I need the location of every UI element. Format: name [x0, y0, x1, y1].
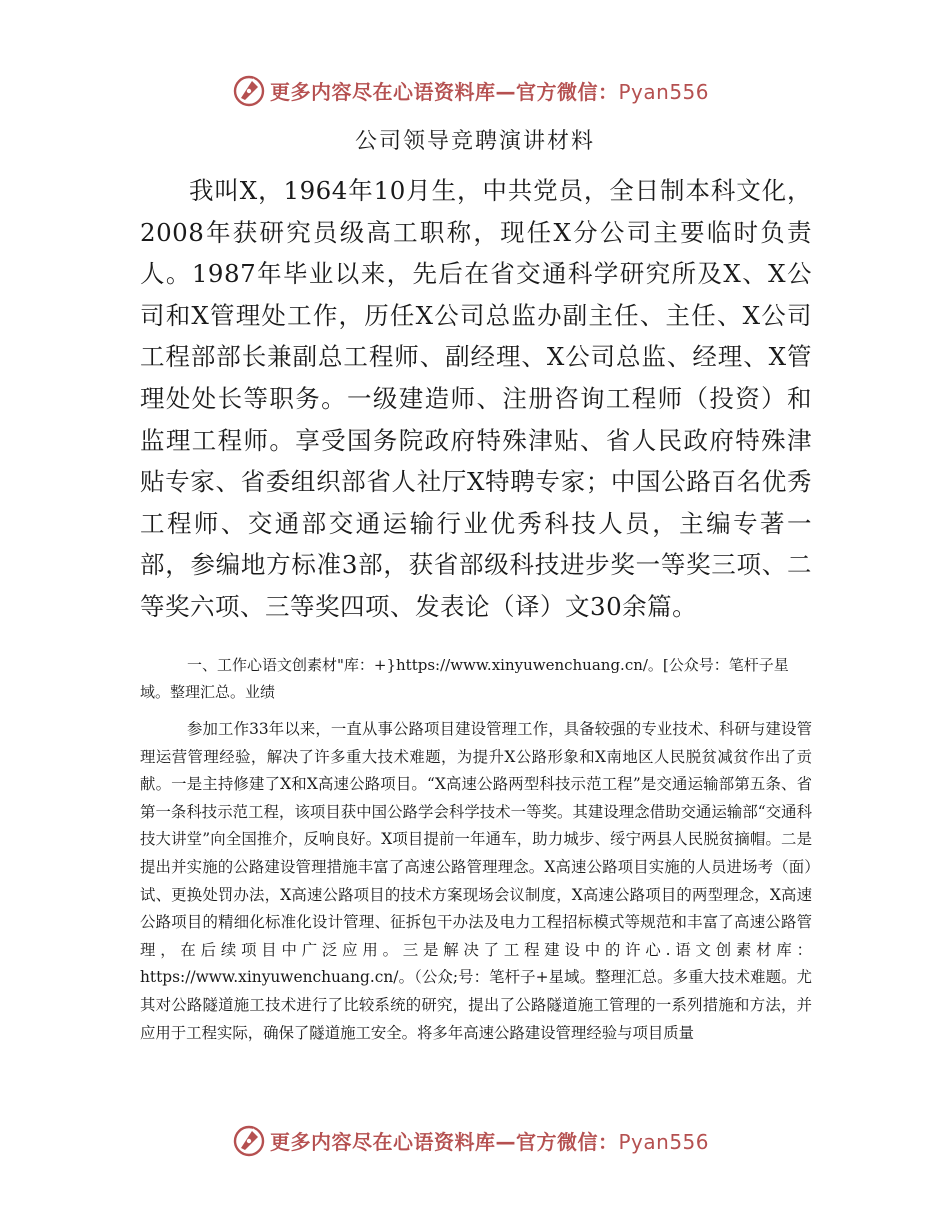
- pen-nib-logo-icon: [232, 1123, 266, 1157]
- pen-nib-logo-icon: [232, 73, 266, 107]
- section-one-heading: 一、工作心语文创素材"库：+}https://www.xinyuwenchuang.cn/。[公众号：笔杆子星域。整理汇总。业绩: [140, 656, 789, 701]
- banner-wechat-id: Pyan556: [618, 1129, 710, 1154]
- footer-watermark-banner: [232, 1120, 722, 1160]
- intro-paragraph: 我叫X，1964年10月生，中共党员，全日制本科文化，2008年获研究员级高工职称，现任X分公司主要临时负责人。1987年毕业以来，先后在省交通科学研究所及X、X公司和X管理处工作，历任X公司总监办副主任、主任、X公司工程部部长兼副总工程师、副经理、X公司总监、经理、X管理处处长等职务。一级建造师、注册咨询工程师（投资）和监理工程师。享受国务院政府特殊津贴、省人民政府特殊津贴专家、省委组织部省人社厅X特聘专家；中国公路百名优秀工程师、交通部交通运输行业优秀科技人员，主编专著一部，参编地方标准3部，获省部级科技进步奖一等奖三项、二等奖六项、三等奖四项、发表论（译）文30余篇。: [140, 176, 812, 621]
- header-watermark-banner: [232, 70, 722, 110]
- banner-slogan: 更多内容尽在心语资料库—官方微信：: [270, 79, 619, 104]
- banner-slogan: 更多内容尽在心语资料库—官方微信：: [270, 1129, 619, 1154]
- banner-text: [270, 1126, 709, 1155]
- section-one-body: 参加工作33年以来，一直从事公路项目建设管理工作，具备较强的专业技术、科研与建设管理运营管理经验，解决了许多重大技术难题，为提升X公路形象和X南地区人民脱贫减贫作出了贡献。一是主持修建了X和X高速公路项目。“X高速公路两型科技示范工程”是交通运输部第五条、省第一条科技示范工程，该项目获中国公路学会科学技术一等奖。其建设理念借助交通运输部“交通科技大讲堂”向全国推介，反响良好。X项目提前一年通车，助力城步、绥宁两县人民脱贫摘帽。二是提出并实施的公路建设管理措施丰富了高速公路管理理念。X高速公路项目实施的人员进场考（面）试、更换处罚办法，X高速公路项目的技术方案现场会议制度，X高速公路项目的两型理念，X高速公路项目的精细化标准化设计管理、征拆包干办法及电力工程招标模式等规范和丰富了高速公路管理，在后续项目中广泛应用。三是解决了工程建设中的许心.语文创素材库：https://www.xinyuwenchuang.cn/。（公众;号：笔杆子+星域。整理汇总。多重大技术难题。尤其对公路隧道施工技术进行了比较系统的研究，提出了公路隧道施工管理的一系列措施和方法，并应用于工程实际，确保了隧道施工安全。将多年高速公路建设管理经验与项目质量: [140, 720, 812, 1042]
- document-title: 公司领导竞聘演讲材料: [354, 129, 595, 154]
- banner-wechat-id: Pyan556: [618, 79, 710, 104]
- banner-text: [270, 76, 709, 105]
